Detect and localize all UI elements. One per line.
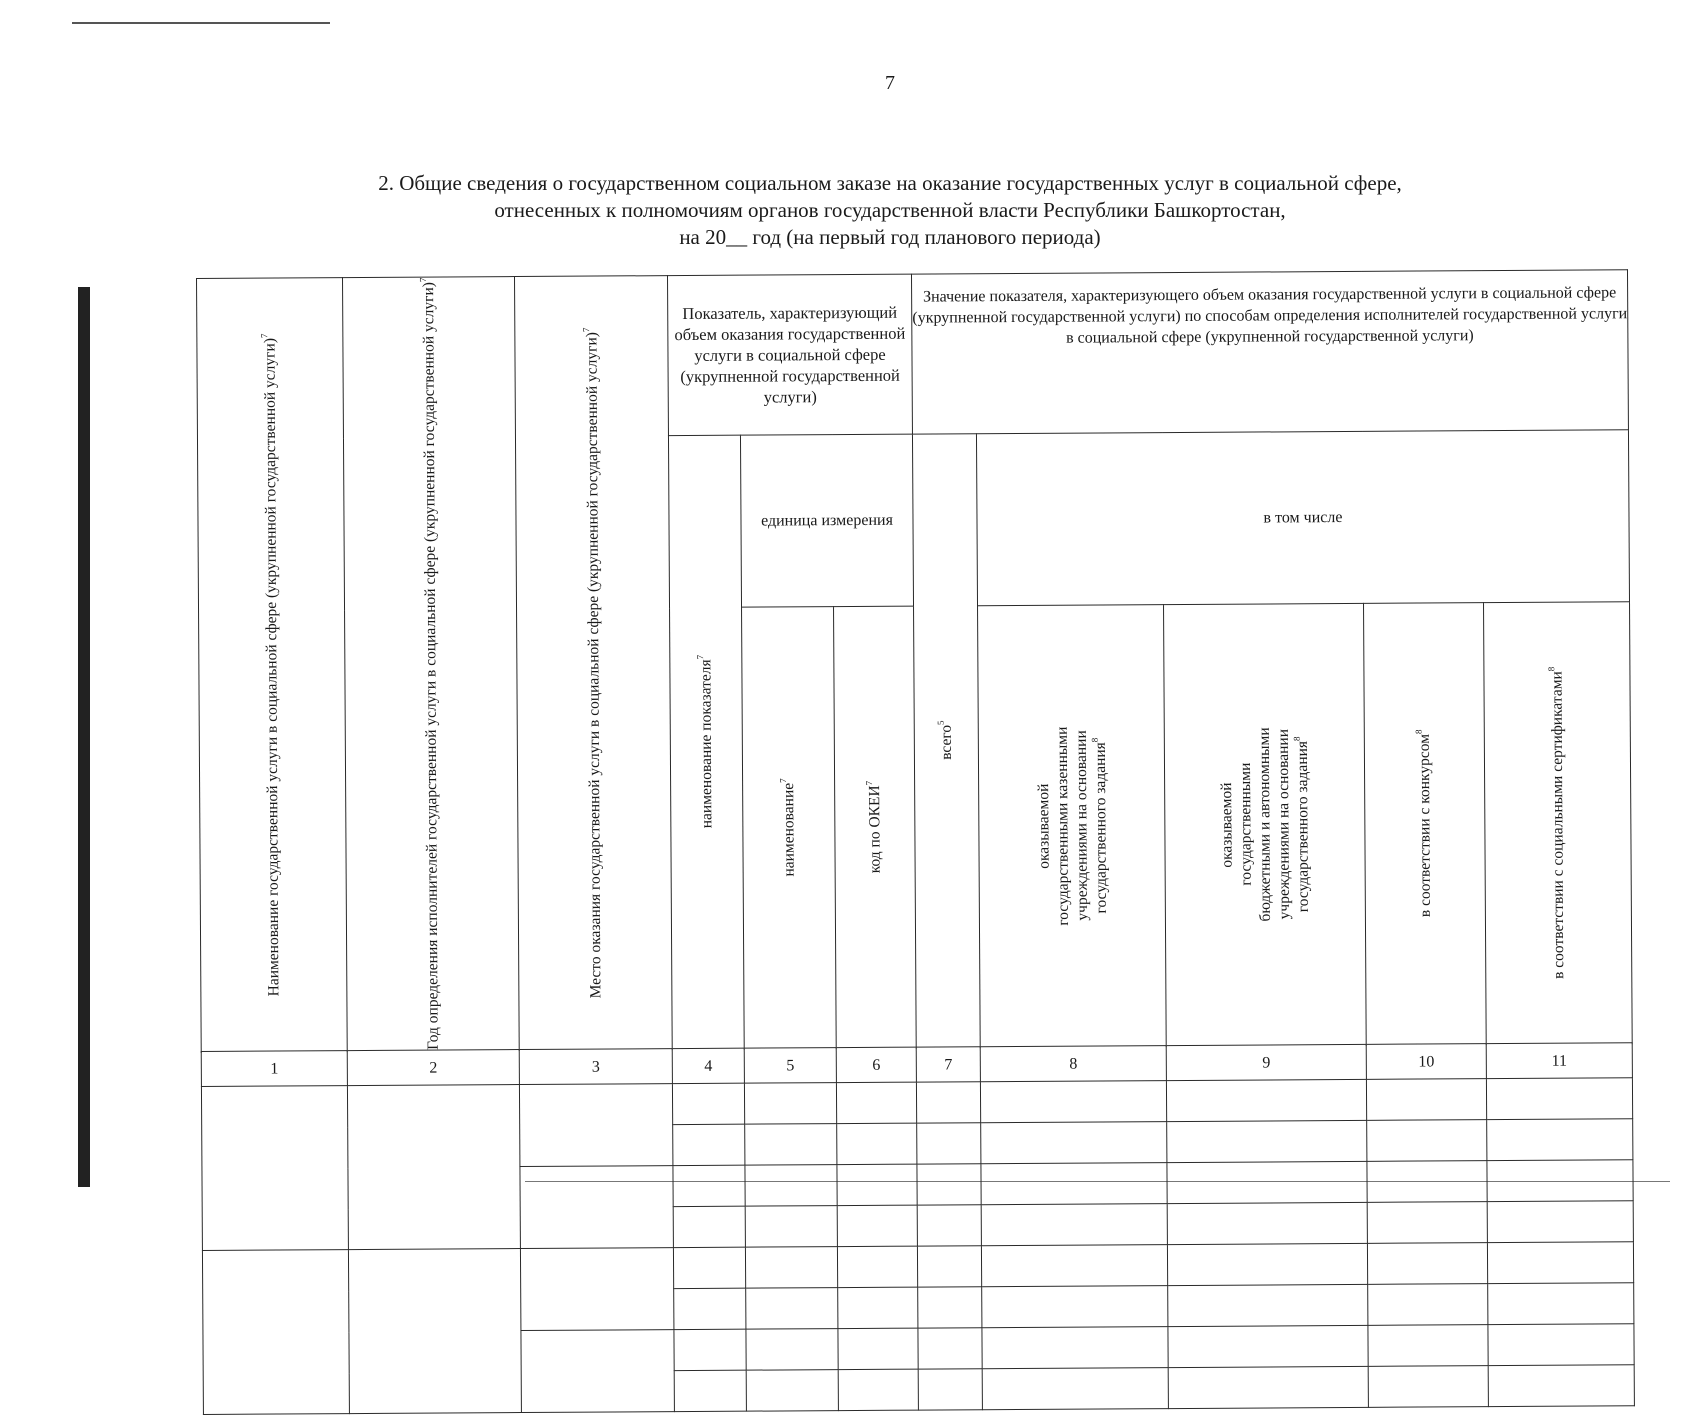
budget-institution-cell[interactable] — [1167, 1162, 1367, 1204]
competition-cell[interactable] — [1367, 1243, 1487, 1285]
service-name-cell[interactable] — [202, 1250, 349, 1415]
header-indicator-group — [667, 274, 912, 435]
total-cell[interactable] — [917, 1205, 981, 1246]
competition-cell[interactable] — [1368, 1284, 1488, 1326]
column-number: 4 — [672, 1048, 744, 1083]
unit-name-cell[interactable] — [746, 1288, 838, 1330]
indicator-name-cell[interactable] — [673, 1247, 745, 1288]
budget-institution-cell[interactable] — [1166, 1080, 1366, 1122]
header-col-9-label: оказываемой государственными бюджетными и автономными учреждениями на основании государственного задания — [1218, 727, 1312, 922]
header-col-4 — [668, 435, 744, 1049]
indicator-name-cell[interactable] — [674, 1288, 746, 1329]
header-col-1-label: Наименование государственной услуги в социальной сфере (укрупненной государственной услуги) — [261, 337, 283, 997]
unit-name-cell[interactable] — [746, 1329, 838, 1371]
footnote-mark: 7 — [777, 778, 788, 784]
okei-code-cell[interactable] — [838, 1328, 918, 1369]
year-cell[interactable] — [348, 1249, 521, 1414]
total-cell[interactable] — [918, 1328, 982, 1369]
unit-name-cell[interactable] — [745, 1206, 837, 1248]
header-col-8-label: оказываемой государственными казенными учреждениями на основании государственного задания — [1034, 726, 1110, 926]
header-including: в том числе — [976, 430, 1629, 606]
budget-institution-cell[interactable] — [1168, 1367, 1368, 1409]
competition-cell[interactable] — [1367, 1120, 1487, 1162]
header-col-1 — [197, 278, 348, 1052]
okei-code-cell[interactable] — [837, 1205, 917, 1246]
certificate-cell[interactable] — [1488, 1365, 1634, 1407]
year-cell[interactable] — [347, 1085, 520, 1250]
header-col-6 — [834, 606, 917, 1048]
column-number: 1 — [201, 1051, 347, 1087]
okei-code-cell[interactable] — [837, 1123, 917, 1164]
footnote-mark: 5 — [935, 720, 946, 726]
unit-name-cell[interactable] — [746, 1370, 838, 1412]
unit-name-cell[interactable] — [745, 1165, 837, 1207]
header-col-7 — [912, 434, 980, 1048]
indicator-name-cell[interactable] — [672, 1083, 744, 1124]
footnote-mark: 8 — [1291, 736, 1302, 742]
footnote-mark: 7 — [863, 780, 874, 786]
section-heading — [300, 170, 1480, 251]
indicator-name-cell[interactable] — [674, 1329, 746, 1370]
state-institution-cell[interactable] — [981, 1122, 1167, 1164]
state-institution-cell[interactable] — [982, 1368, 1168, 1410]
total-cell[interactable] — [917, 1164, 981, 1205]
column-number: 5 — [744, 1048, 836, 1084]
state-institution-cell[interactable] — [982, 1327, 1168, 1369]
competition-cell[interactable] — [1368, 1325, 1488, 1367]
header-value-group-label: Значение показателя, характеризующего объем оказания государственной услуги в социальной сфере (укрупненной государственной услуги) по способам определения исполнителей государственной услуги в социальной сфере (укрупненной государственной услуги) — [912, 284, 1628, 347]
footnote-mark: 7 — [259, 333, 270, 338]
header-unit-group: единица измерения — [740, 434, 913, 607]
state-institution-cell[interactable] — [981, 1245, 1167, 1287]
certificate-cell[interactable] — [1488, 1324, 1634, 1366]
social-order-table-wrap — [196, 269, 1635, 1415]
competition-cell[interactable] — [1367, 1202, 1487, 1244]
place-cell[interactable] — [520, 1248, 673, 1331]
unit-name-cell[interactable] — [745, 1124, 837, 1166]
state-institution-cell[interactable] — [981, 1204, 1167, 1246]
scan-artifact-left-edge — [78, 287, 90, 1187]
heading-line-1: 2. Общие сведения о государственном социальном заказе на оказание государственных услуг в социальной сфере, — [378, 171, 1402, 195]
header-col-9 — [1164, 603, 1367, 1046]
indicator-name-cell[interactable] — [673, 1124, 745, 1165]
header-indicator-group-label: Показатель, характеризующий объем оказания государственной услуги в социальной сфере (укрупненной государственной услуги) — [674, 302, 906, 407]
okei-code-cell[interactable] — [838, 1287, 918, 1328]
header-col-11-label: в соответствии с социальными сертификатами — [1548, 671, 1568, 980]
column-number: 7 — [916, 1047, 980, 1082]
scan-artifact-top-line — [72, 22, 330, 24]
header-col-4-label: наименование показателя — [697, 659, 716, 829]
budget-institution-cell[interactable] — [1167, 1203, 1367, 1245]
budget-institution-cell[interactable] — [1167, 1244, 1367, 1286]
certificate-cell[interactable] — [1487, 1201, 1633, 1243]
header-col-5 — [742, 607, 837, 1049]
heading-line-3: на 20__ год (на первый год планового периода) — [679, 225, 1101, 249]
column-number: 10 — [1366, 1044, 1486, 1080]
social-order-table — [196, 269, 1635, 1415]
place-cell[interactable] — [521, 1330, 674, 1413]
header-col-11 — [1484, 602, 1633, 1044]
column-number: 8 — [980, 1046, 1166, 1082]
competition-cell[interactable] — [1368, 1366, 1488, 1408]
header-col-10-label: в соответствии с конкурсом — [1415, 734, 1434, 918]
indicator-name-cell[interactable] — [673, 1206, 745, 1247]
column-number: 6 — [836, 1047, 916, 1082]
budget-institution-cell[interactable] — [1168, 1326, 1368, 1368]
header-col-2 — [343, 277, 520, 1051]
heading-line-2: отнесенных к полномочиям органов государственной власти Республики Башкортостан, — [494, 198, 1286, 222]
state-institution-cell[interactable] — [982, 1286, 1168, 1328]
budget-institution-cell[interactable] — [1168, 1285, 1368, 1327]
place-cell[interactable] — [519, 1084, 672, 1167]
budget-institution-cell[interactable] — [1167, 1121, 1367, 1163]
header-col-2-label: Год определения исполнителей государственной услуги в социальной сфере (укрупненной государственной услуги) — [420, 282, 442, 1050]
header-value-group — [911, 270, 1628, 434]
header-col-10 — [1364, 603, 1487, 1045]
indicator-name-cell[interactable] — [674, 1370, 746, 1411]
okei-code-cell[interactable] — [838, 1369, 918, 1410]
unit-name-cell[interactable] — [745, 1247, 837, 1289]
header-col-8 — [978, 605, 1167, 1047]
total-cell[interactable] — [916, 1082, 980, 1123]
total-cell[interactable] — [918, 1369, 982, 1410]
unit-name-cell[interactable] — [744, 1083, 836, 1125]
column-number: 2 — [347, 1050, 519, 1086]
header-col-3-label: Место оказания государственной услуги в социальной сфере (укрупненной государственной услуги) — [582, 331, 604, 999]
total-cell[interactable] — [917, 1123, 981, 1164]
okei-code-cell[interactable] — [837, 1246, 917, 1287]
column-number: 3 — [519, 1049, 672, 1085]
competition-cell[interactable] — [1367, 1161, 1487, 1203]
header-col-5-label: наименование — [780, 782, 798, 877]
header-col-7-label: всего — [937, 725, 955, 761]
page-number: 7 — [885, 72, 895, 94]
total-cell[interactable] — [918, 1287, 982, 1328]
footnote-mark: 8 — [1413, 729, 1424, 735]
column-number: 11 — [1486, 1043, 1632, 1079]
certificate-cell[interactable] — [1488, 1283, 1634, 1325]
certificate-cell[interactable] — [1486, 1078, 1632, 1120]
okei-code-cell[interactable] — [836, 1082, 916, 1123]
column-number: 9 — [1166, 1045, 1366, 1081]
state-institution-cell[interactable] — [981, 1163, 1167, 1205]
header-col-6-label: код по ОКЕИ — [866, 785, 884, 874]
place-cell[interactable] — [520, 1166, 673, 1249]
certificate-cell[interactable] — [1487, 1160, 1633, 1202]
service-name-cell[interactable] — [201, 1086, 348, 1251]
state-institution-cell[interactable] — [980, 1081, 1166, 1123]
footnote-mark: 7 — [695, 655, 706, 660]
total-cell[interactable] — [917, 1246, 981, 1287]
footnote-mark: 7 — [580, 327, 591, 332]
indicator-name-cell[interactable] — [673, 1165, 745, 1206]
certificate-cell[interactable] — [1487, 1242, 1633, 1284]
footnote-mark: 7 — [417, 277, 428, 283]
header-col-3 — [514, 276, 672, 1050]
competition-cell[interactable] — [1366, 1079, 1486, 1121]
footnote-mark: 8 — [1089, 737, 1100, 743]
certificate-cell[interactable] — [1487, 1119, 1633, 1161]
footnote-mark: 8 — [1546, 666, 1557, 672]
